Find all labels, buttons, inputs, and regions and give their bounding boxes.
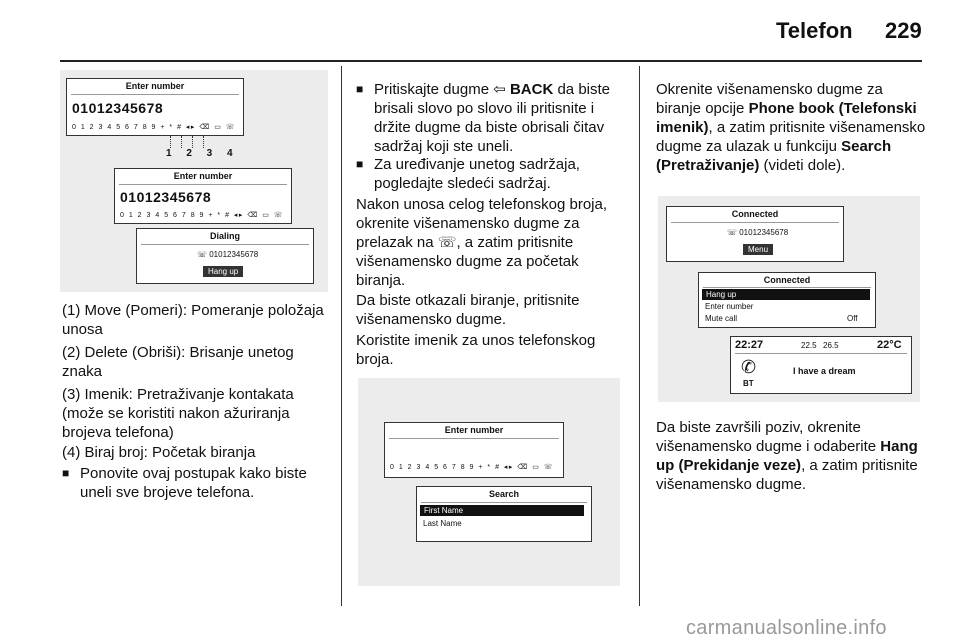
header-rule [60,60,922,62]
lcd-enter-number-c [384,422,564,478]
menu-mute-call-value: Off [847,314,858,323]
lcd-char-row: 0 1 2 3 4 5 6 7 8 9 + * # ◂▸ ⌫ ▭ ☏ [72,124,237,131]
clock-time: 22:27 [735,339,764,351]
lcd-divider [389,438,559,439]
legend-item-3: (3) Imenik: Pretraživanje kontakata (može se koristiti nakon ažuriranja brojeva telefona) [62,386,294,441]
para-search-bold-1: Phone book (Telefonski imenik) [656,100,917,136]
lcd-title: Enter number [125,81,185,91]
lcd-divider [671,222,839,223]
hang-up-button: Hang up [203,266,243,277]
lcd-search [416,486,592,542]
para-hangup-bold: Hang up (Prekidanje veze) [656,438,918,474]
marker-line-4 [203,136,204,148]
lcd-enter-number-a [66,78,244,136]
bullet-back-post: da biste brisali slovo po slovo ili pritisnite i držite dugme da biste obrisali čitav sadržaj koji ste uneli. [374,81,611,155]
column-divider-2 [639,66,640,606]
lcd-divider [71,94,239,95]
page-number: 229 [885,18,922,43]
page-header-title: Telefon [776,18,853,43]
bullet-back-bold: BACK [509,81,554,98]
menu-button: Menu [743,244,773,255]
para-search-pre: Okrenite višenamensko dugme za biranje opcije [656,81,883,117]
lcd-dial-number: ☏ 01012345678 [197,250,259,259]
legend-item-4: (4) Biraj broj: Početak biranja [62,444,256,461]
lcd-title: Search [488,489,520,499]
para-search-post: (videti dole). [759,157,846,174]
lcd-divider [141,244,309,245]
lcd-char-row: 0 1 2 3 4 5 6 7 8 9 + * # ◂▸ ⌫ ▭ ☏ [120,212,285,219]
bullet-back-pre: Pritiskajte dugme ⇦ [374,81,510,98]
para-dial: Nakon unosa celog telefonskog broja, okrenite višenamensko dugme za prelazak na ☏, a zatim pritisnite višenamensko dugme za početak biranja. [356,196,608,289]
lcd-title: Connected [731,209,779,219]
lcd-title: Connected [763,275,811,285]
lcd-title: Enter number [173,171,233,181]
marker-line-1 [170,136,171,148]
temp-middle: 26.5 [823,341,839,350]
marker-line-3 [192,136,193,148]
lcd-title: Dialing [209,231,240,241]
lcd-title: Enter number [444,425,504,435]
lcd-number: 01012345678 [72,100,164,116]
search-first-name-item: First Name [420,505,584,516]
bullet-repeat: ■ Ponovite ovaj postupak kako biste uneli sve brojeve telefona. [62,464,330,502]
temp-left: 22.5 [801,341,817,350]
para-phonebook: Koristite imenik za unos telefonskog broja. [356,332,596,368]
menu-mute-call-item: Mute call [705,314,738,323]
song-title: I have a dream [793,366,856,376]
lcd-connected-number: ☏ 01012345678 [727,228,789,237]
bullet-edit: ■ Za uređivanje unetog sadržaja, pogledajte sledeći sadržaj. [356,155,630,193]
lcd-divider [703,287,871,288]
column-divider-1 [341,66,342,606]
figure-search [358,378,620,586]
figure-enter-number [60,70,328,292]
menu-enter-number-item: Enter number [705,302,754,311]
temp-right: 22°C [877,339,902,351]
legend-item-1: (1) Move (Pomeri): Pomeranje položaja unosa [62,302,324,338]
para-hangup [656,418,926,494]
para-cancel: Da biste otkazali biranje, pritisnite višenamensko dugme. [356,292,580,328]
lcd-dialing [136,228,314,284]
lcd-char-row: 0 1 2 3 4 5 6 7 8 9 + * # ◂▸ ⌫ ▭ ☏ [390,464,555,471]
menu-hang-up-item: Hang up [702,289,870,300]
lcd-number: 01012345678 [120,189,212,205]
para-search-bold-2: Search (Pretraživanje) [656,138,892,174]
bullet-back [356,80,630,156]
lcd-divider [735,353,907,354]
search-last-name-item: Last Name [423,519,462,528]
footer-watermark: carmanualsonline.info [686,617,887,639]
marker-line-2 [181,136,182,148]
lcd-home-screen [730,336,912,394]
figure-connected [658,196,920,402]
callout-markers: 1 2 3 4 [166,148,239,159]
lcd-connected-b [698,272,876,328]
source-label: BT [743,379,754,388]
para-search [656,80,926,175]
lcd-divider [421,502,587,503]
legend-item-2: (2) Delete (Obriši): Brisanje unetog znaka [62,344,294,380]
phone-handset-icon: ✆ [741,357,757,377]
para-search-mid: , a zatim pritisnite višenamensko dugme za ulazak u funkciju [656,119,926,155]
lcd-divider [119,184,287,185]
lcd-enter-number-b [114,168,292,224]
para-hangup-post: , a zatim pritisnite višenamensko dugme. [656,457,918,493]
para-hangup-pre: Da biste završili poziv, okrenite višenamensko dugme i odaberite [656,419,881,455]
lcd-connected-a [666,206,844,262]
